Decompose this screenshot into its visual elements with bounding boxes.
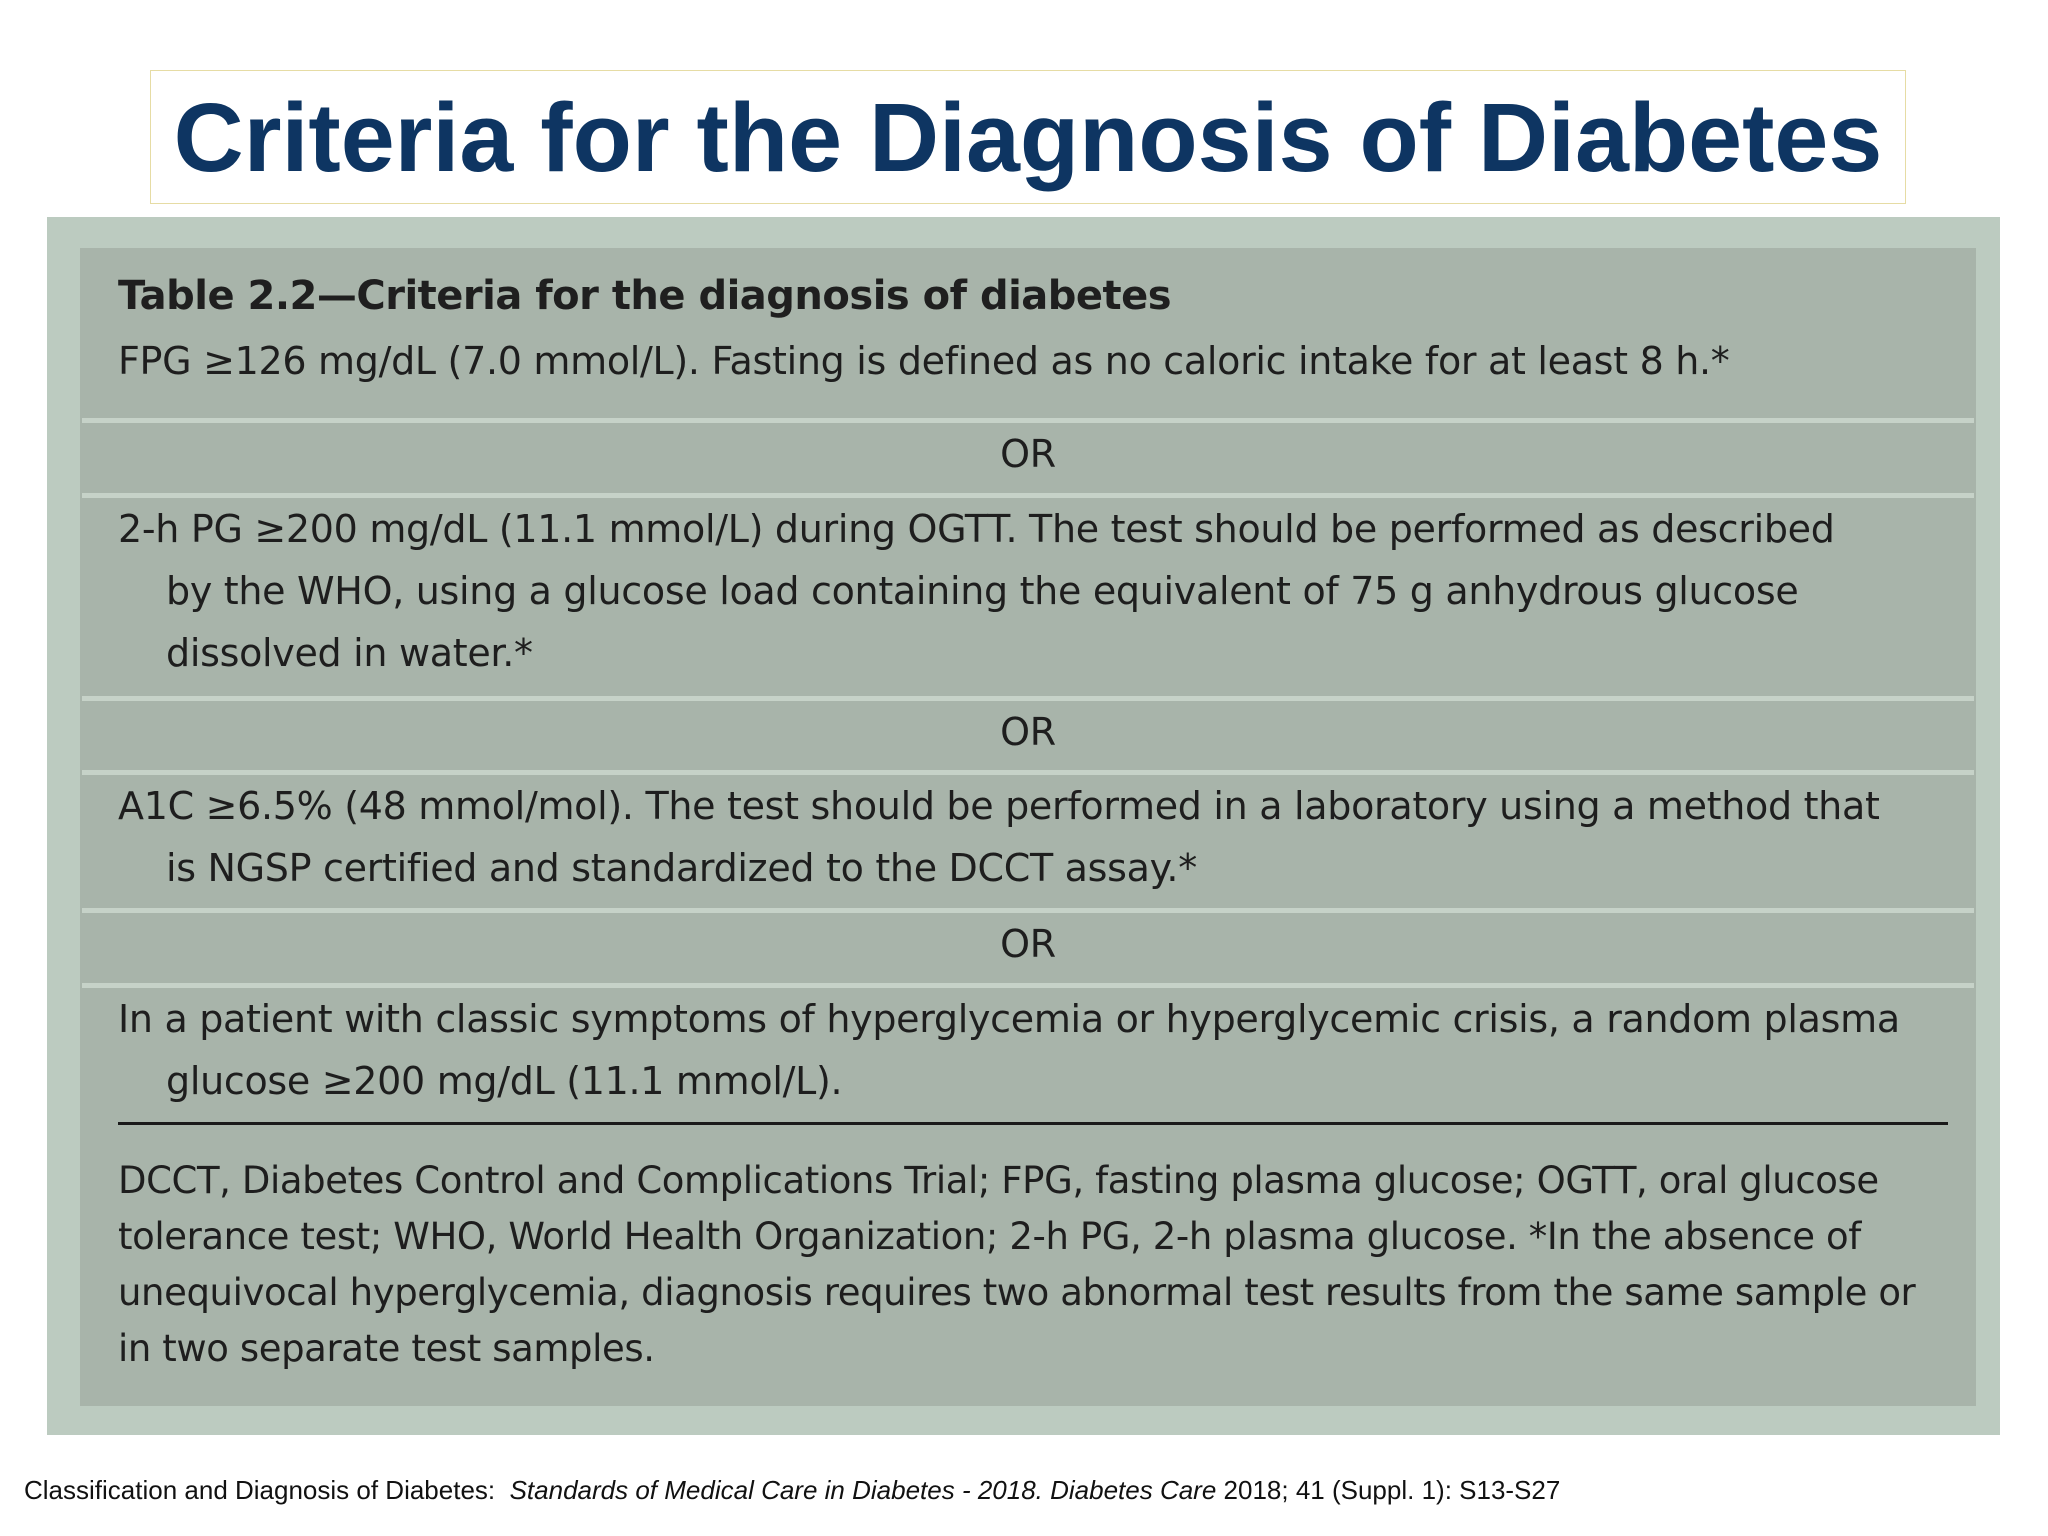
citation-journal: Standards of Medical Care in Diabetes - 2018. Diabetes Care [509,1475,1217,1505]
criteria-row-a1c [80,775,1976,899]
table-heading: Table 2.2—Criteria for the diagnosis of diabetes [118,273,1172,319]
or-separator-label: OR [1000,432,1056,476]
criteria-line: glucose ≥200 mg/dL (11.1 mmol/L). [166,1059,843,1103]
criteria-row-fpg [80,330,1976,392]
criteria-line: 2-h PG ≥200 mg/dL (11.1 mmol/L) during OGTT. The test should be performed as described [118,507,1835,551]
citation [24,1475,1560,1506]
or-separator-label: OR [1000,710,1056,754]
or-separator-label: OR [1000,922,1056,966]
criteria-line: is NGSP certified and standardized to the DCCT assay.* [166,846,1197,890]
table-bottom-rule [118,1122,1948,1125]
criteria-text [80,330,1976,392]
citation-suffix: 2018; 41 (Suppl. 1): S13-S27 [1216,1475,1561,1505]
criteria-row-ogtt [80,498,1976,684]
citation-prefix: Classification and Diagnosis of Diabetes: [24,1475,510,1505]
criteria-line: In a patient with classic symptoms of hyperglycemia or hyperglycemic crisis, a random plasma [118,997,1900,1041]
criteria-text [80,498,1976,684]
criteria-line: by the WHO, using a glucose load containing the equivalent of 75 g anhydrous glucose [166,569,1799,613]
criteria-line: A1C ≥6.5% (48 mmol/mol). The test should be performed in a laboratory using a method that [118,784,1880,828]
criteria-line: dissolved in water.* [166,631,533,675]
slide-title-box [150,70,1906,204]
criteria-text [80,988,1976,1112]
table-footnote: DCCT, Diabetes Control and Complications Trial; FPG, fasting plasma glucose; OGTT, oral glucose tolerance test; WHO, World Health Organization; 2-h PG, 2-h plasma glucose. *In the absence of unequivocal hyperglycemia, diagnosis requires two abnormal test results from the same sample or in two separate test samples. [118,1159,1916,1370]
criteria-row-random-glucose [80,988,1976,1112]
criteria-line: FPG ≥126 mg/dL (7.0 mmol/L). Fasting is defined as no caloric intake for at least 8 h.* [118,339,1730,383]
slide-title: Criteria for the Diagnosis of Diabetes [173,82,1883,192]
criteria-text [80,775,1976,899]
